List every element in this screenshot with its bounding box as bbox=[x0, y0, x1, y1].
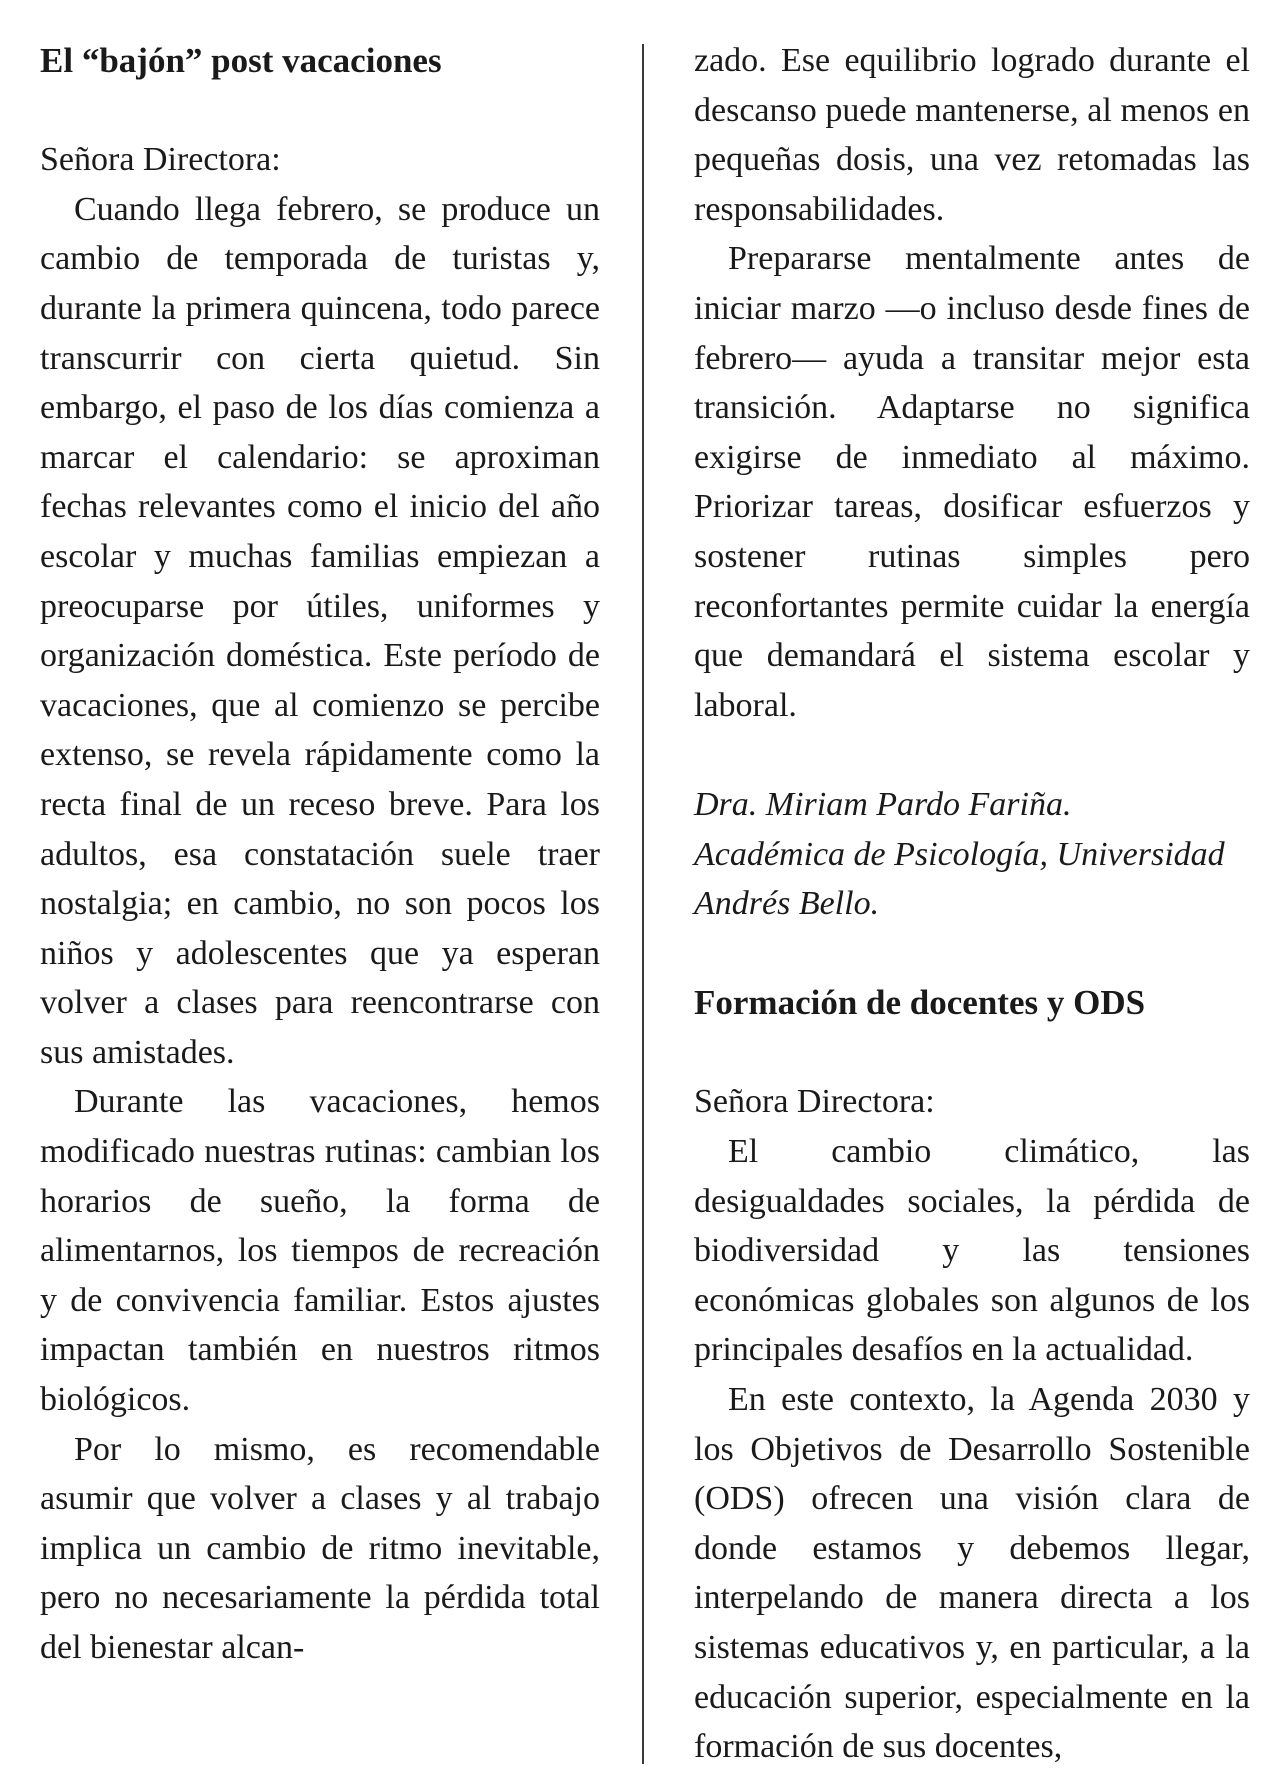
letter-1-salutation: Señora Directora: bbox=[40, 141, 281, 179]
letter-1-headline: El “bajón” post vacaciones bbox=[40, 41, 442, 80]
letter-1-paragraph-3: Por lo mismo, es recomendable asumir que volver a clases y al trabajo implica un cambio de ritmo inevitable, pero no necesariamente la pérdida total del bienestar alcan- bbox=[40, 1430, 600, 1666]
left-column bbox=[40, 36, 600, 1673]
letter-1-signature bbox=[694, 780, 1250, 929]
letter-2-paragraph-2: En este contexto, la Agenda 2030 y los Objetivos de Desarrollo Sostenible (ODS) ofrecen una visión clara de donde estamos y debemos llegar, interpelando de manera directa a los sistemas educativos y, en particular, a la educación superior, especialmente en la formación de sus docentes, bbox=[694, 1381, 1250, 1766]
letter-1-paragraph-1: Cuando llega febrero, se produce un cambio de temporada de turistas y, durante la primera quincena, todo parece transcurrir con cierta quietud. Sin embargo, el paso de los días comienza a marcar el calendario: se aproximan fechas relevantes como el inicio del año escolar y muchas familias empiezan a preocuparse por útiles, uniformes y organización doméstica. Este período de vacaciones, que al comienzo se percibe extenso, se revela rápidamente como la recta final de un receso breve. Para los adultos, esa constatación suele traer nostalgia; en cambio, no son pocos los niños y adolescentes que ya esperan volver a clases para reencontrarse con sus amistades. bbox=[40, 190, 600, 1071]
signature-name: Dra. Miriam Pardo Fariña. bbox=[694, 785, 1072, 823]
signature-role-line-2: Andrés Bello. bbox=[694, 885, 880, 923]
letter-2-paragraph-1: El cambio climático, las desigualdades sociales, la pérdida de biodiversidad y las tensiones económicas globales son algunos de los principales desafíos en la actualidad. bbox=[694, 1133, 1250, 1369]
letter-1-paragraph-3-continued: zado. Ese equilibrio logrado durante el descanso puede mantenerse, al menos en pequeñas dosis, una vez retomadas las responsabilidades. bbox=[694, 42, 1250, 228]
column-divider bbox=[642, 44, 644, 1764]
signature-role-line-1: Académica de Psicología, Universidad bbox=[694, 835, 1225, 873]
right-column bbox=[694, 36, 1250, 1772]
letter-2-salutation: Señora Directora: bbox=[694, 1083, 935, 1121]
letter-1-paragraph-2: Durante las vacaciones, hemos modificado nuestras rutinas: cambian los horarios de sueño, la forma de alimentarnos, los tiempos de recreación y de convivencia familiar. Estos ajustes impactan también en nuestros ritmos biológicos. bbox=[40, 1083, 600, 1419]
letter-2-headline: Formación de docentes y ODS bbox=[694, 983, 1146, 1023]
letter-1-paragraph-4: Prepararse mentalmente antes de iniciar marzo —o incluso desde fines de febrero— ayuda a transitar mejor esta transición. Adaptarse no significa exigirse de inmediato al máximo. Priorizar tareas, dosificar esfuerzos y sostener rutinas simples pero reconfortantes permite cuidar la energía que demandará el sistema escolar y laboral. bbox=[694, 240, 1250, 724]
